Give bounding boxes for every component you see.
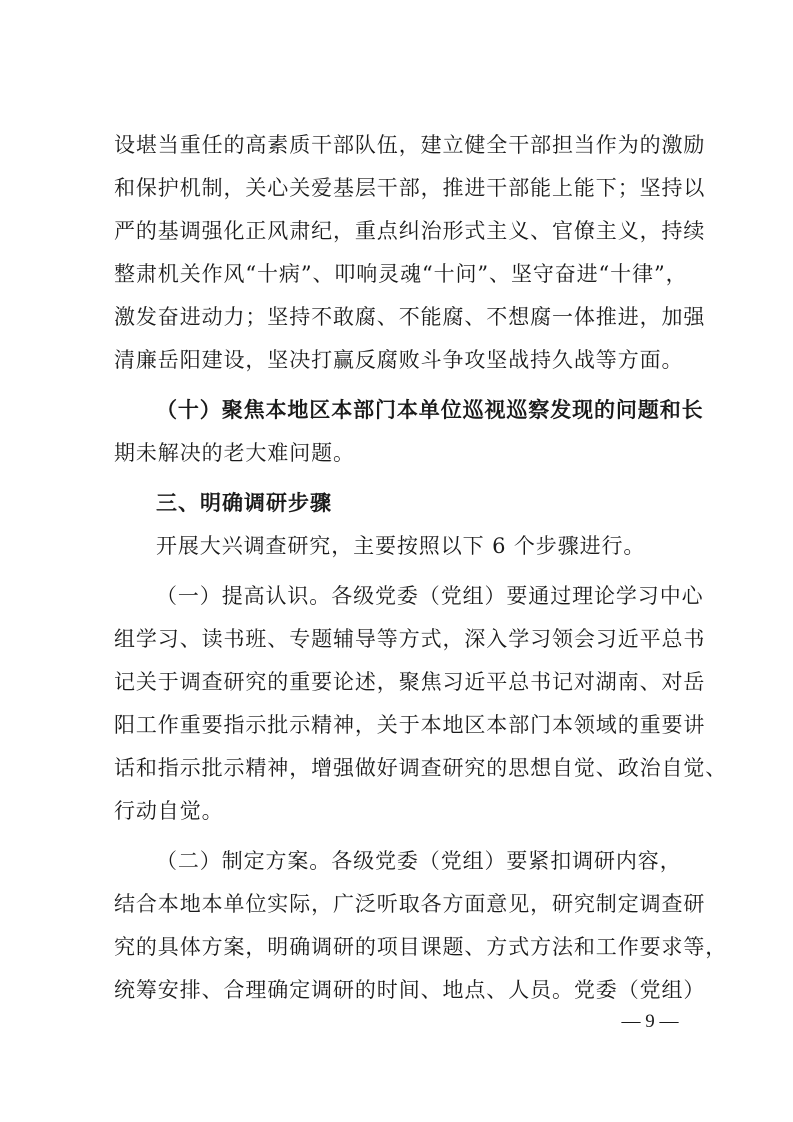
paragraph-line: 严的基调强化正风肃纪，重点纠治形式主义、官僚主义，持续 bbox=[114, 219, 706, 243]
paragraph-line: 组学习、读书班、专题辅导等方式，深入学习领会习近平总书 bbox=[114, 627, 706, 651]
paragraph-line: 激发奋进动力；坚持不敢腐、不能腐、不想腐一体推进，加强 bbox=[114, 305, 706, 329]
page-number: — 9 — bbox=[621, 1011, 679, 1032]
paragraph-line: 开展大兴调查研究，主要按照以下 6 个步骤进行。 bbox=[156, 534, 646, 558]
paragraph-line: 究的具体方案，明确调研的项目课题、方式方法和工作要求等， bbox=[114, 935, 728, 959]
paragraph-line: 记关于调查研究的重要论述，聚焦习近平总书记对湖南、对岳 bbox=[114, 670, 706, 694]
paragraph-line: 期未解决的老大难问题。 bbox=[114, 441, 355, 465]
paragraph-line: 整肃机关作风“十病”、叩响灵魂“十问”、坚守奋进“十律”， bbox=[114, 262, 688, 286]
section-item-10: （十）聚焦本地区本部门本单位巡视巡察发现的问题和长 bbox=[156, 397, 704, 422]
paragraph-line: 行动自觉。 bbox=[114, 799, 224, 823]
paragraph-line: 结合本地本单位实际，广泛听取各方面意见，研究制定调查研 bbox=[114, 892, 706, 916]
paragraph-line: 话和指示批示精神，增强做好调查研究的思想自觉、政治自觉、 bbox=[114, 756, 728, 780]
paragraph-line: 统筹安排、合理确定调研的时间、地点、人员。党委（党组） bbox=[114, 978, 706, 1002]
paragraph-line: 设堪当重任的高素质干部队伍，建立健全干部担当作为的激励 bbox=[114, 133, 706, 157]
paragraph-line: 清廉岳阳建设，坚决打赢反腐败斗争攻坚战持久战等方面。 bbox=[114, 348, 684, 372]
paragraph-line: 阳工作重要指示批示精神，关于本地区本部门本领域的重要讲 bbox=[114, 713, 706, 737]
paragraph-line: （二）制定方案。各级党委（党组）要紧扣调研内容， bbox=[156, 849, 682, 873]
paragraph-line: 和保护机制，关心关爱基层干部，推进干部能上能下；坚持以 bbox=[114, 176, 706, 200]
section-heading: 三、明确调研步骤 bbox=[156, 491, 332, 515]
paragraph-line: （一）提高认识。各级党委（党组）要通过理论学习中心 bbox=[156, 584, 704, 608]
